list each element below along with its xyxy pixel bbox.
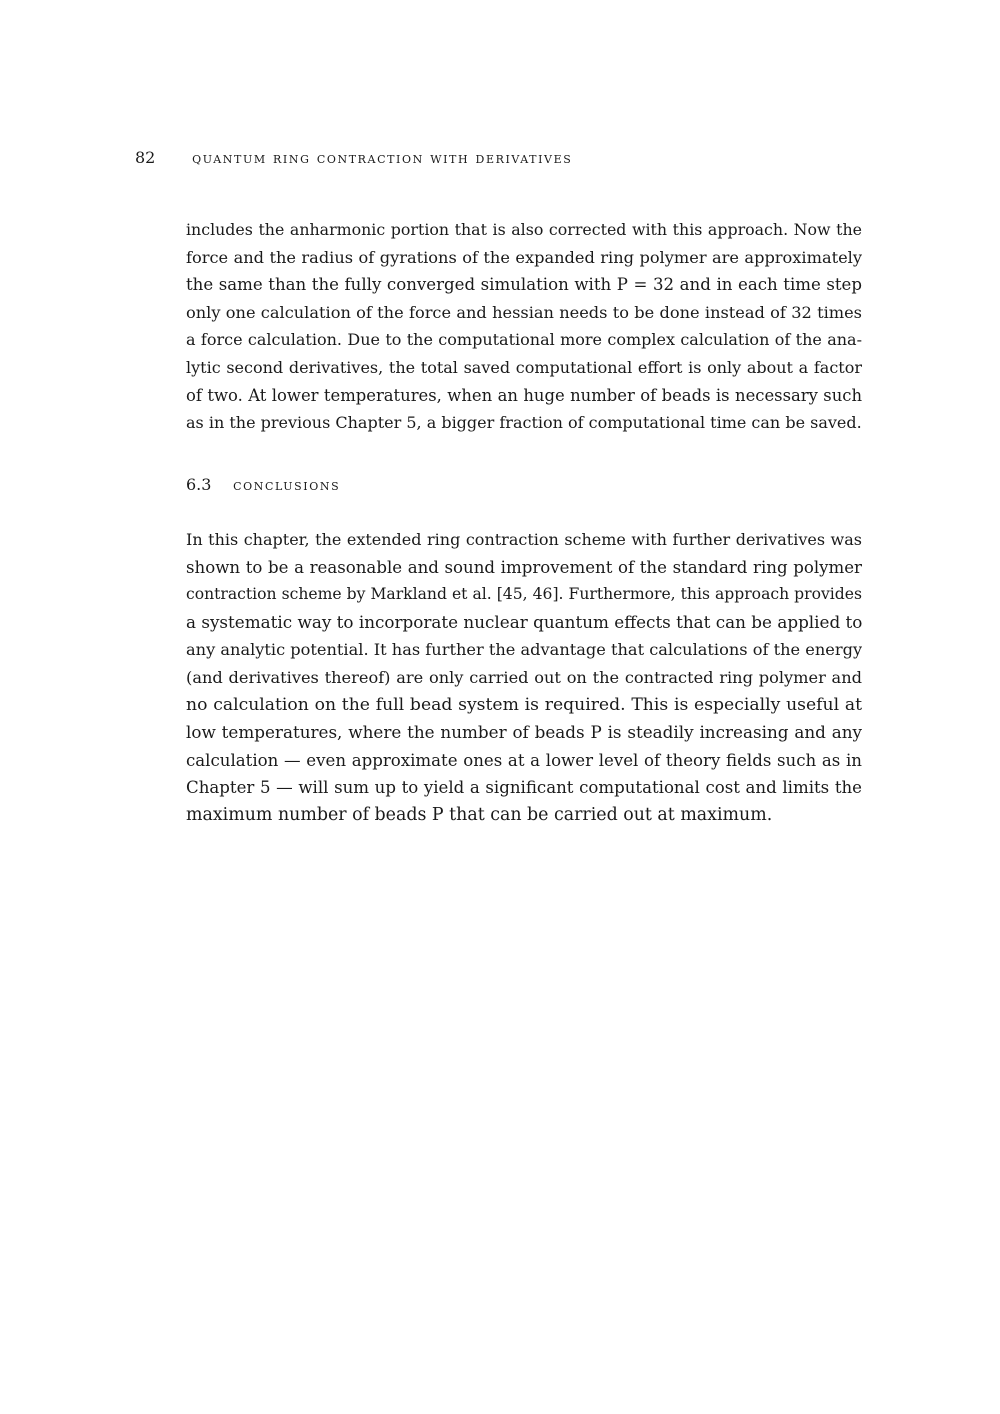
section-heading [186,472,340,498]
paragraph-line: low temperatures, where the number of beads P is steadily increasing and any [186,722,862,743]
paragraph-line: force and the radius of gyrations of the expanded ring polymer are approximately [186,247,862,267]
paragraph-line: maximum number of beads P that can be carried out at maximum. [186,804,773,825]
section-number: 6.3 [186,475,212,494]
paragraph-line: any analytic potential. It has further the advantage that calculations of the energy [186,640,862,660]
paragraph-line: contraction scheme by Markland et al. [45, 46]. Furthermore, this approach provides [186,585,862,604]
paragraph-line: shown to be a reasonable and sound improvement of the standard ring polymer [186,557,862,577]
paragraph-line: (and derivatives thereof) are only carried out on the contracted ring polymer and [186,667,862,687]
paragraph-line: as in the previous Chapter 5, a bigger fraction of computational time can be saved. [186,413,862,433]
body-paragraph-1 [186,216,862,437]
section-title: conclusions [233,476,341,494]
paragraph-line: a force calculation. Due to the computational more complex calculation of the ana- [186,330,862,350]
page-number: 82 [135,148,156,167]
running-header [135,146,875,170]
paragraph-line: includes the anharmonic portion that is also corrected with this approach. Now the [186,220,862,239]
body-paragraph-2 [186,526,862,830]
paragraph-line: Chapter 5 — will sum up to yield a significant computational cost and limits the [186,778,862,798]
paragraph-line: a systematic way to incorporate nuclear quantum effects that can be applied to [186,611,862,632]
paragraph-line: In this chapter, the extended ring contraction scheme with further derivatives was [186,530,862,549]
paragraph-line: the same than the fully converged simulation with P = 32 and in each time step [186,275,862,295]
chapter-title: quantum ring contraction with derivatives [192,149,573,167]
paragraph-line: lytic second derivatives, the total saved computational effort is only about a factor [186,357,862,377]
paragraph-line: only one calculation of the force and hessian needs to be done instead of 32 times [186,302,862,322]
paragraph-line: no calculation on the full bead system is required. This is especially useful at [186,694,862,715]
paragraph-line: calculation — even approximate ones at a lower level of theory fields such as in [186,750,862,770]
paragraph-line: of two. At lower temperatures, when an huge number of beads is necessary such [186,385,862,405]
